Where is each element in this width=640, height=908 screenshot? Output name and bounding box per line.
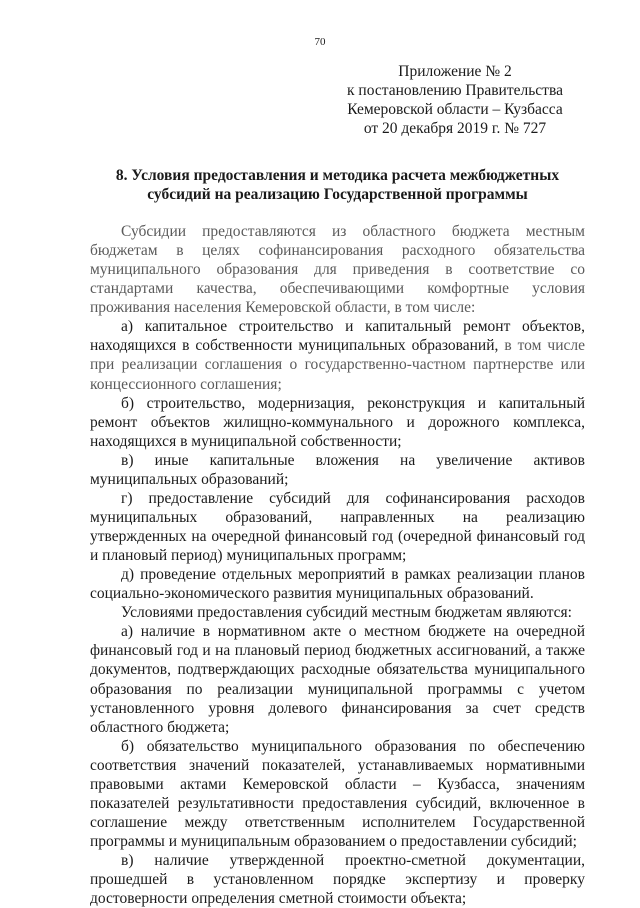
appendix-line: Кемеровской области – Кузбасса [347,101,563,118]
paragraph-item-g: г) предоставление субсидий для софинансирования расходов муниципальных образований, направленных на реализацию утвержденных на очередной финансовый год (очередной финансовый год и плановый период) муниципальных программ; [90,489,585,565]
heading-line: 8. Условия предоставления и методика расчета межбюджетных [115,167,560,184]
paragraph-condition-a: а) наличие в нормативном акте о местном бюджете на очередной финансовый год и на плановый период бюджетных ассигнований, а также документов, подтверждающих расходные обязательства муниципального образования по реализации муниципальной программы с учетом установленного уровня долевого финансирования за счет средств областного бюджета; [90,623,585,736]
paragraph-conditions-intro: Условиями предоставления субсидий местным бюджетам являются: [121,604,572,622]
paragraph-condition-v: в) наличие утвержденной проектно-сметной документации, прошедшей в установленном порядке экспертизу и проверку достоверности определения сметной стоимости объекта; [90,852,585,908]
paragraph-condition-b: б) обязательство муниципального образования по обеспечению соответствия значений показателей, устанавливаемых нормативными правовыми актами Кемеровской области – Кузбасса, значениям показателей результативности предоставления субсидий, включенное в соглашение между ответственным исполнителем Государственной программы и муниципальным образованием о предоставлении субсидий; [90,737,585,850]
paragraph-item-d: д) проведение отдельных мероприятий в рамках реализации планов социально-экономического развития муниципальных образований. [90,566,585,603]
appendix-line: Приложение № 2 [398,63,512,80]
document-body [90,222,585,908]
paragraph-item-a [90,317,585,393]
heading-line: субсидий на реализацию Государственной программы [147,186,528,203]
page-number: 70 [314,36,326,48]
paragraph-intro: Субсидии предоставляются из областного бюджета местным бюджетам в целях софинансирования расходного обязательства муниципального образования для приведения в соответствие со стандартами качества, обеспечивающими комфортные условия проживания населения Кемеровской области, в том числе: [90,223,585,317]
appendix-line: к постановлению Правительства [347,82,563,99]
appendix-line: от 20 декабря 2019 г. № 727 [363,120,547,137]
paragraph-item-a-text: а) капитальное строительство и капитальный ремонт объектов, находящихся в собственности муниципальных образований, [90,318,585,355]
section-heading [90,166,585,204]
appendix-reference [330,62,580,138]
paragraph-item-v: в) иные капитальные вложения на увеличение активов муниципальных образований; [90,451,585,488]
paragraph-item-b: б) строительство, модернизация, реконструкция и капитальный ремонт объектов жилищно-коммунального и дорожного комплекса, находящихся в муниципальной собственности; [90,394,585,450]
paragraph-item-a-faint-text: в том числе при реализации соглашения о государственно-частном партнерстве или концессионного соглашения; [90,337,585,393]
